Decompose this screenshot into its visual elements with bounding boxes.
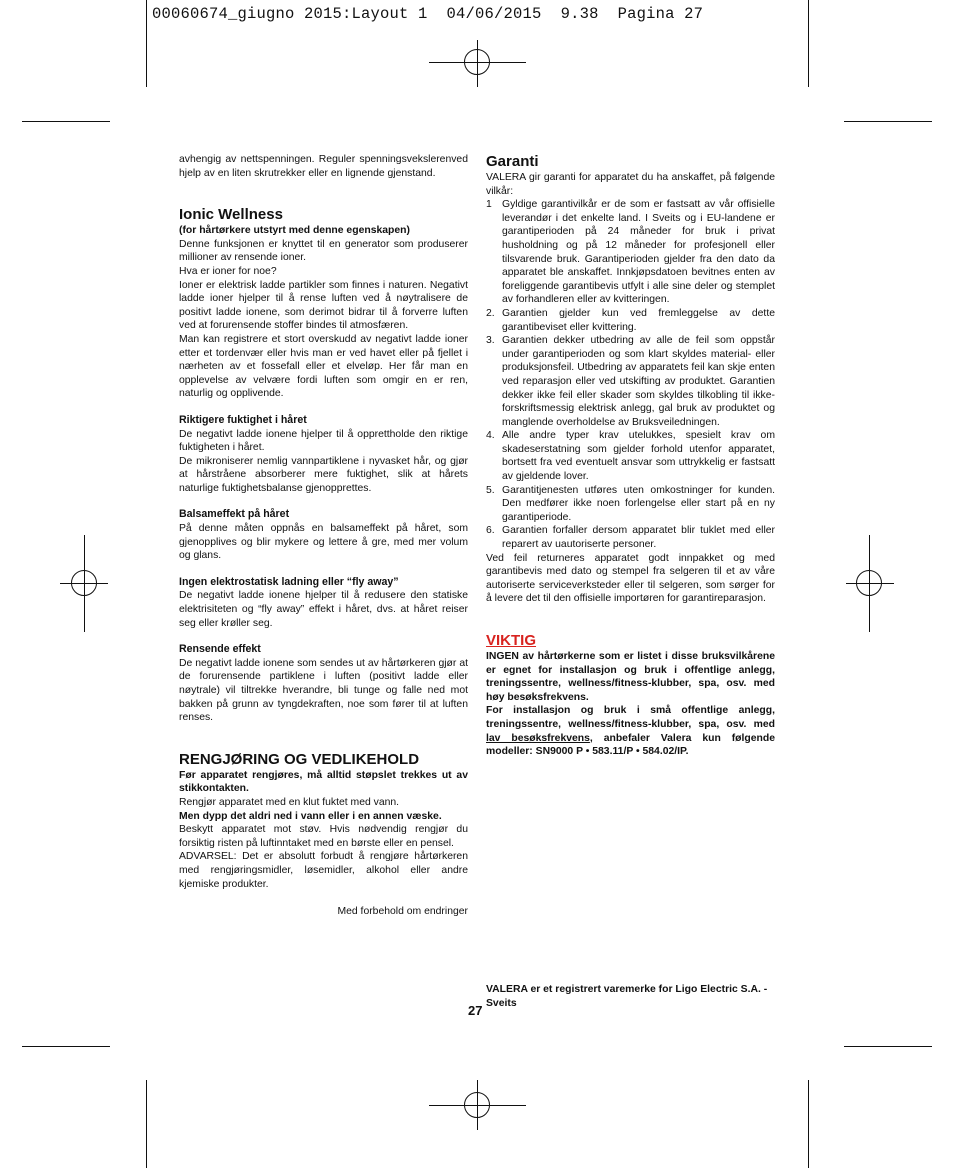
rengjoring-heading: RENGJØRING OG VEDLIKEHOLD xyxy=(179,750,420,768)
page-number: 27 xyxy=(468,1003,483,1018)
garanti-item: 3. Garantien dekker utbedring av alle de feil som oppstår under garantiperioden og som klart skyldes material- eller produksjonsfeil. Utbedring av apparatets feil kan skje enten ved reparasjon eller ved utskifting av produktet. Garantien dekker ikke feil eller skader som skyldes tilkobling til ikke-forskriftsmessig elektrisk anlegg, gal bruk av produktet og manglende overholdelse av Bruksveiledningen. xyxy=(486,335,775,428)
static-heading: Ingen elektrostatisk ladning eller “fly away” xyxy=(179,575,399,588)
rengjoring-paragraph-3: ADVARSEL: Det er absolutt forbudt å rengjøre hårtørkeren med rengjøringsmidler, løsemidler, alkohol eller andre kjemiske produkter. xyxy=(179,851,468,890)
ionic-heading: Ionic Wellness xyxy=(179,206,283,224)
trademark-note: VALERA er et registrert varemerke for Ligo Electric S.A. - Sveits xyxy=(486,984,768,1009)
viktig-heading: VIKTIG xyxy=(486,632,537,649)
viktig-paragraph-2: For installasjon og bruk i små offentlige anlegg, treningssentre, wellness/fitness-klubber, spa, osv. med lav besøksfrekvens, anbefaler Valera kun følgende modeller: SN9000 P • 583.11/P • 584.02/IP. xyxy=(486,705,775,758)
rengjoring-warning-2: Men dypp det aldri ned i vann eller i en annen væske. xyxy=(179,810,442,822)
ionic-paragraph-1: Denne funksjonen er knyttet til en generator som produserer millioner av rensende ioner. xyxy=(179,238,468,264)
viktig-paragraph-1: INGEN av hårtørkerne som er listet i disse bruksvilkårene er egnet for installasjon og bruk i offentlige anlegg, treningssentre, wellness/fitness-klubber, spa, osv. med høy besøksfrekvens. xyxy=(486,651,775,703)
rengjoring-warning-1: Før apparatet rengjøres, må alltid støpslet trekkes ut av stikkontakten. xyxy=(179,769,468,795)
ionic-paragraph-3: Ioner er elektrisk ladde partikler som finnes i naturen. Negativt ladde ioner hjelper til å rense luften ved å nøytralisere de positivt ladde ionene, som derimot bidrar til å forverre luften ved at forurensende stoffer bindes til atmosfæren. xyxy=(179,279,468,332)
rengjoring-paragraph-2: Beskytt apparatet mot støv. Hvis nødvendig rengjør du forsiktig risten på luftinntaket med en børste eller en pensel. xyxy=(179,824,468,849)
garanti-list xyxy=(486,198,775,551)
static-paragraph: De negativt ladde ionene hjelper til å redusere den statiske elektrisiteten og “fly away” effekt i håret, dvs. at håret reiser seg eller krøller seg. xyxy=(179,590,468,629)
rensende-heading: Rensende effekt xyxy=(179,643,261,656)
ionic-subheading: (for hårtørkere utstyrt med denne egenskapen) xyxy=(179,225,410,237)
left-column xyxy=(179,153,468,919)
right-column xyxy=(486,153,775,759)
garanti-item: 2. Garantien gjelder kun ved fremleggelse av dette garantibeviset eller kvittering. xyxy=(486,307,775,333)
garanti-outro: Ved feil returneres apparatet godt innpakket og med garantibevis med dato og stempel fra selgeren til et av våre autoriserte serviceverksteder eller til selgeren, som sørger for å levere det til den offisielle importøren for garantireparasjon. xyxy=(486,552,775,605)
ionic-paragraph-2: Hva er ioner for noe? xyxy=(179,265,277,277)
fuktighet-paragraph-1: De negativt ladde ionene hjelper til å opprettholde den riktige fuktigheten i håret. xyxy=(179,428,468,454)
forbehold-note: Med forbehold om endringer xyxy=(337,906,468,918)
garanti-item: 5. Garantitjenesten utføres uten omkostninger for kunden. Den medfører ikke noen forlengelse eller start på en ny garantiperiode. xyxy=(486,484,775,523)
ionic-paragraph-4: Man kan registrere et stort overskudd av negativt ladde ioner etter et tordenvær eller hvis man er ved havet eller på fjellet i nærheten av et fossefall eller et elveløp. Her får man en opplevelse av velvære fordi luften som omgir en er ren, naturlig og opplivende. xyxy=(179,333,468,400)
rengjoring-paragraph-1: Rengjør apparatet med en klut fuktet med vann. xyxy=(179,796,400,808)
intro-paragraph: avhengig av nettspenningen. Reguler spenningsvekslerenved hjelp av en liten skrutrekker eller en lignende gjenstand. xyxy=(179,154,468,179)
balsam-paragraph: På denne måten oppnås en balsameffekt på håret, som gjenopplives og blir mykere og lettere å gre, med mer volum og glans. xyxy=(179,523,468,562)
garanti-item: 1 Gyldige garantivilkår er de som er fastsatt av vår offisielle leverandør i det enkelte land. I Sveits og i EU-landene er garantiperioden på 24 måneder for bruk i privat husholdning og på 12 måneder for profesjonell eller tilsvarende bruk. Garantiperioden gjelder fra den dato da apparatet ble anskaffet. Innkjøpsdatoen bevitnes enten av foreliggende garantibevis utfylt i alle sine deler og stemplet av forhandleren eller av kvitteringen. xyxy=(486,199,775,306)
garanti-item: 4. Alle andre typer krav utelukkes, spesielt krav om skadeserstatning som gjelder forhold utenfor apparatet, bortsett fra ved eventuelt ansvar som uttrykkelig er fastsatt av gjeldende lover. xyxy=(486,430,775,483)
rensende-paragraph: De negativt ladde ionene som sendes ut av hårtørkeren gjør at de forurensende partiklene i luften (positivt ladde eller nøytrale) vil tiltrekke hverandre, bli tunge og falle ned mot bakken på grunn av tyngdekraften, noe som fører til at luften renses. xyxy=(179,657,468,724)
fuktighet-paragraph-2: De mikroniserer nemlig vannpartiklene i nyvasket hår, og gjør at hårstråene absorberer mere fuktighet, slik at hårets naturlige fuktighetsbalanse gjenopprettes. xyxy=(179,455,468,494)
fuktighet-heading: Riktigere fuktighet i håret xyxy=(179,413,307,426)
balsam-heading: Balsameffekt på håret xyxy=(179,508,290,521)
garanti-intro: VALERA gir garanti for apparatet du ha anskaffet, på følgende vilkår: xyxy=(486,172,775,197)
garanti-heading: Garanti xyxy=(486,153,539,170)
print-slug: 00060674_giugno 2015:Layout 1 04/06/2015 9.38 Pagina 27 xyxy=(152,5,704,23)
garanti-item: 6. Garantien forfaller dersom apparatet blir tuklet med eller reparert av uautoriserte personer. xyxy=(486,525,775,551)
